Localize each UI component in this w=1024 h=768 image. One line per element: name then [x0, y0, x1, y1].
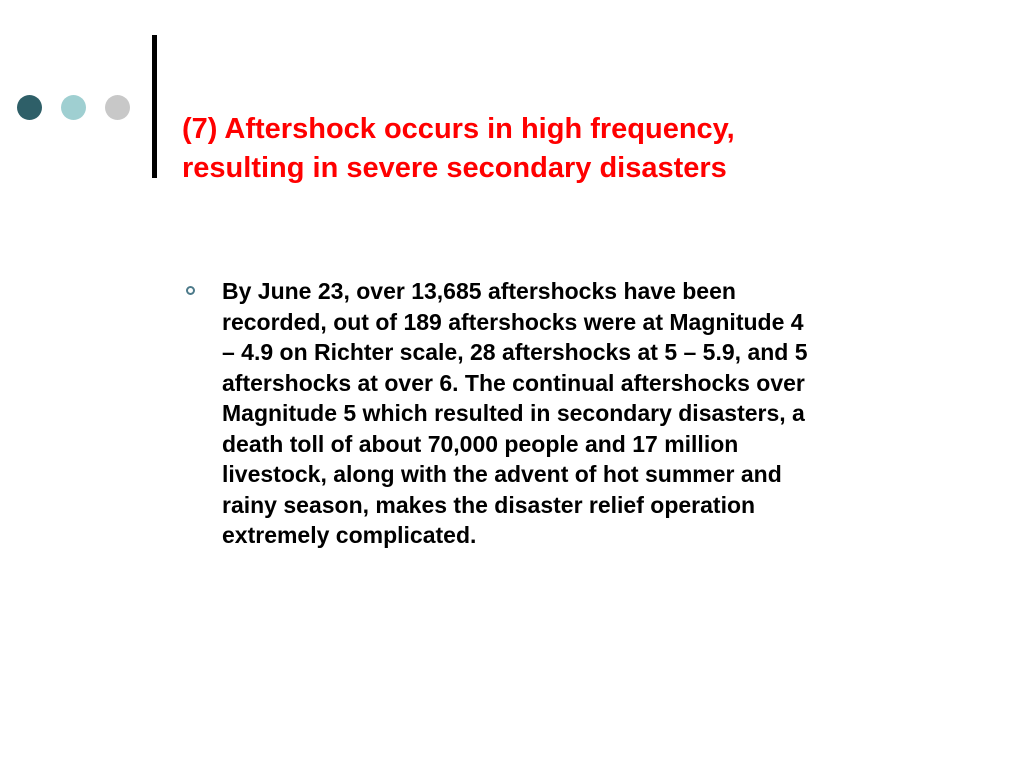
bullet-line: – 4.9 on Richter scale, 28 aftershocks at 5 – 5.9, and 5	[222, 339, 808, 365]
decorative-dot-light-teal-icon	[61, 95, 86, 120]
bullet-line: Magnitude 5 which resulted in secondary disasters, a	[222, 400, 805, 426]
bullet-line: extremely complicated.	[222, 522, 477, 548]
title-line: (7) Aftershock occurs in high frequency,	[182, 113, 735, 145]
slide-body	[184, 276, 974, 551]
vertical-divider	[152, 35, 157, 178]
decorative-dot-gray-icon	[105, 95, 130, 120]
bullet-line: rainy season, makes the disaster relief operation	[222, 491, 756, 518]
title-line: resulting in severe secondary disasters	[182, 152, 727, 184]
bullet-line: recorded, out of 189 aftershocks were at Magnitude 4	[222, 308, 804, 335]
decorative-dot-dark-teal-icon	[17, 95, 42, 120]
bullet-line: livestock, along with the advent of hot summer and	[222, 461, 782, 487]
bullet-line: aftershocks at over 6. The continual aftershocks over	[222, 369, 805, 396]
hollow-circle-bullet-icon	[186, 286, 195, 295]
slide-title	[182, 110, 982, 188]
bullet-line: death toll of about 70,000 people and 17 million	[222, 430, 739, 457]
bullet-line: By June 23, over 13,685 aftershocks have been	[222, 278, 736, 304]
bullet-text	[222, 276, 974, 551]
bullet-item	[184, 276, 974, 551]
